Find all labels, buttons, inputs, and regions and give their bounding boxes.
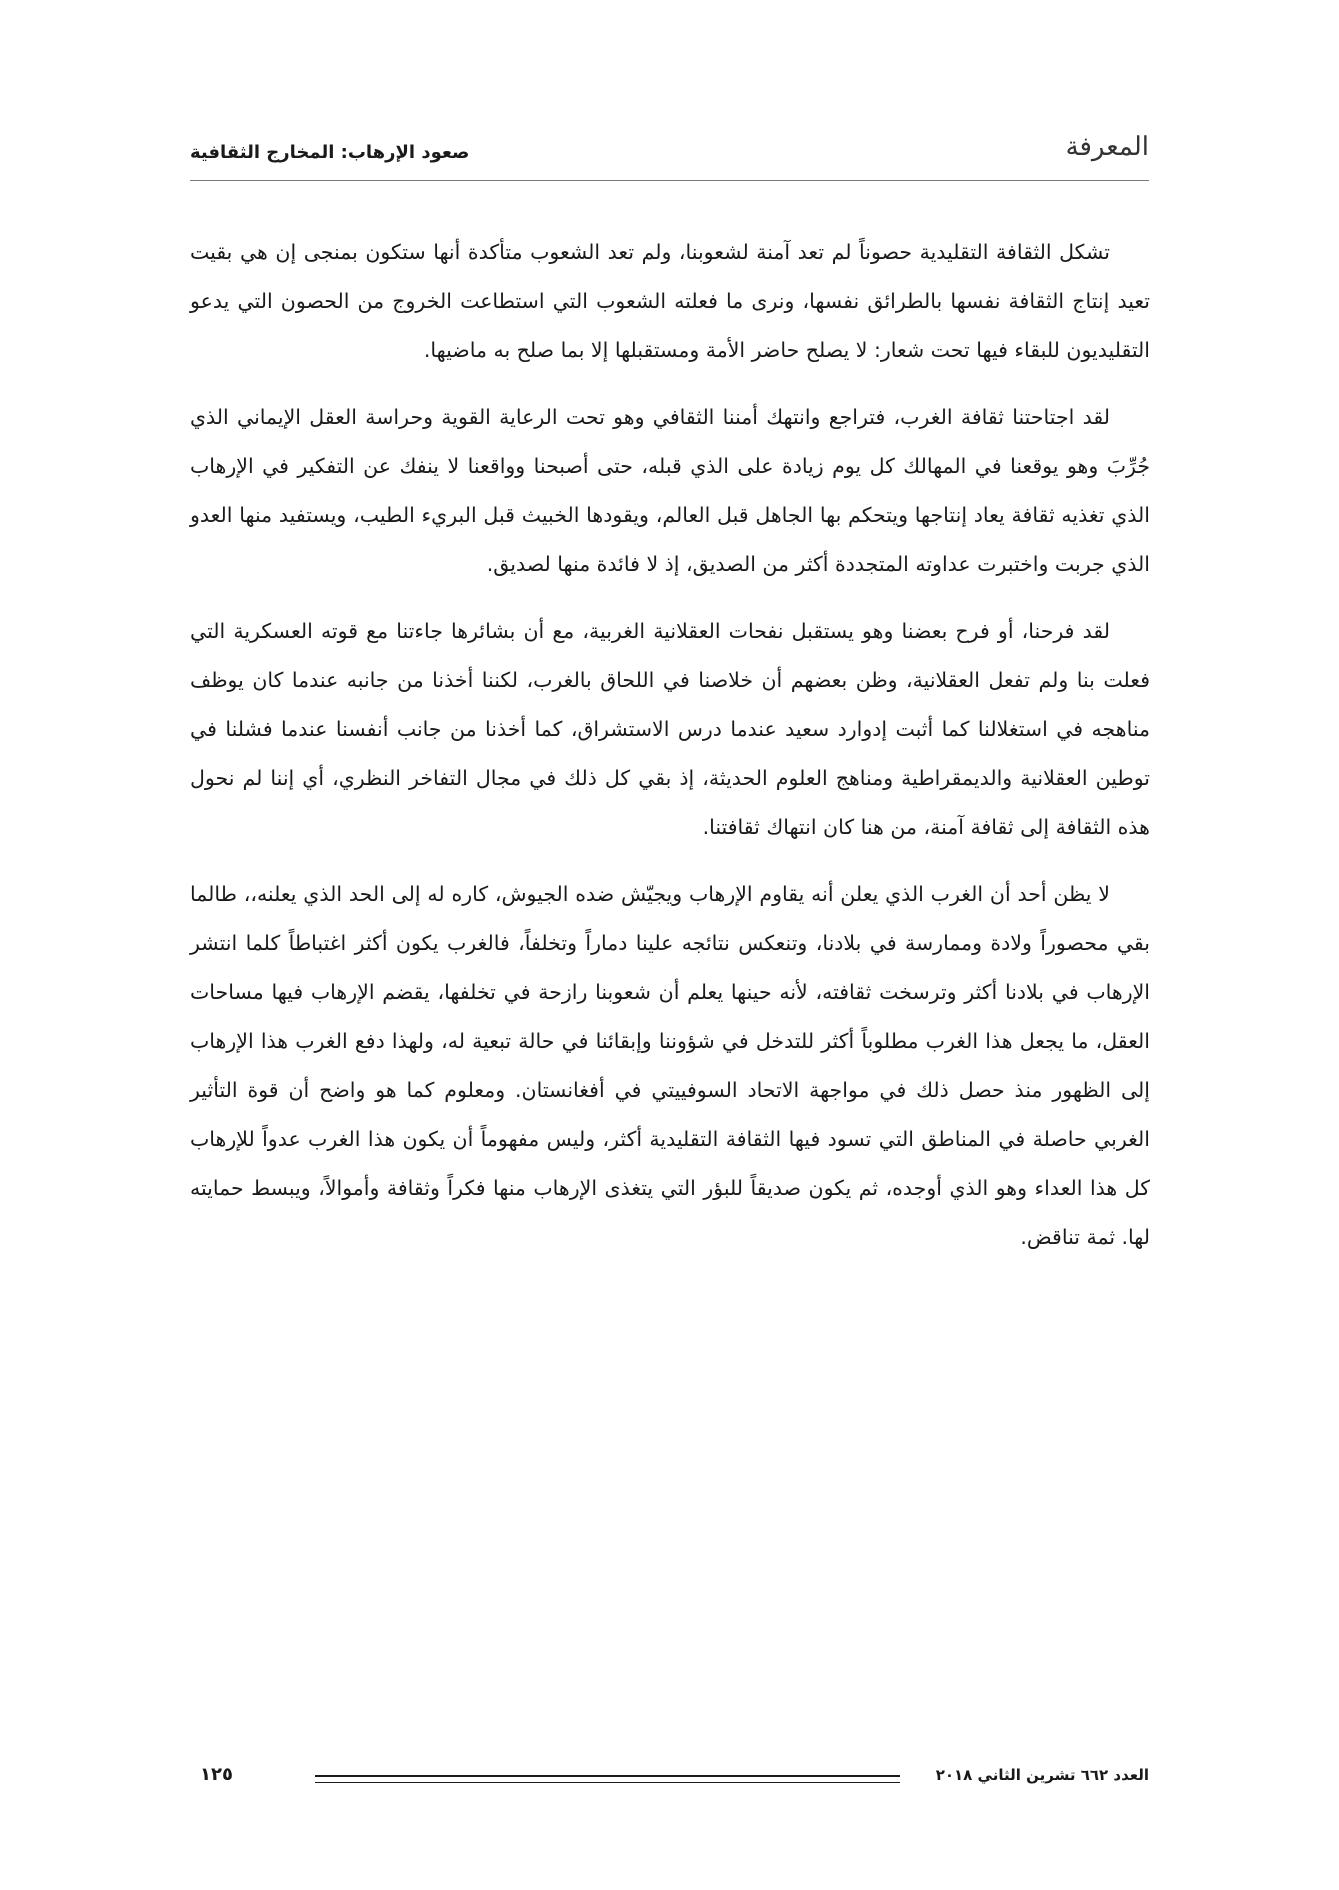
- page-number: ١٢٥: [200, 1764, 233, 1785]
- paragraph-1: تشكل الثقافة التقليدية حصوناً لم تعد آمنة لشعوبنا، ولم تعد الشعوب متأكدة أنها ستكون بمنجى إن هي بقيت تعيد إنتاج الثقافة نفسها بالطرائق نفسها، ونرى ما فعلته الشعوب التي استطاعت الخروج من الحصون التي يدعو التقليديون للبقاء فيها تحت شعار: لا يصلح حاضر الأمة ومستقبلها إلا بما صلح به ماضيها.: [190, 240, 1150, 362]
- article-body: [190, 228, 1150, 1280]
- header-divider: [190, 180, 1149, 181]
- page-header: [190, 132, 1149, 172]
- running-title: صعود الإرهاب: المخارج الثقافية: [190, 142, 470, 163]
- paragraph-4: لا يظن أحد أن الغرب الذي يعلن أنه يقاوم الإرهاب ويجيّش ضده الجيوش، كاره له إلى الحد الذي يعلنه،، طالما بقي محصوراً ولادة وممارسة في بلادنا، وتنعكس نتائجه علينا دماراً وتخلفاً، فالغرب يكون أكثر اغتباطاً كلما انتشر الإرهاب في بلادنا أكثر وترسخت ثقافته، لأنه حينها يعلم أن شعوبنا رازحة في تخلفها، يقضم الإرهاب فيها مساحات العقل، ما يجعل هذا الغرب مطلوباً أكثر للتدخل في شؤوننا وإبقائنا في حالة تبعية له، ولهذا دفع الغرب هذا الإرهاب إلى الظهور منذ حصل ذلك في مواجهة الاتحاد السوفييتي في أفغانستان. ومعلوم كما هو واضح أن قوة التأثير الغربي حاصلة في المناطق التي تسود فيها الثقافة التقليدية أكثر، وليس مفهوماً أن يكون هذا الغرب عدواً للإرهاب كل هذا العداء وهو الذي أوجده، ثم يكون صديقاً للبؤر التي يتغذى الإرهاب منها فكراً وثقافة وأموالاً، ويبسط حمايته لها. ثمة تناقض.: [190, 882, 1150, 1249]
- page-footer: [190, 1764, 1149, 1794]
- footer-divider: [315, 1775, 900, 1783]
- issue-info: العدد ٦٦٢ تشرين الثاني ٢٠١٨: [935, 1766, 1149, 1784]
- magazine-logo: المعرفة: [1065, 132, 1149, 162]
- paragraph-2: لقد اجتاحتنا ثقافة الغرب، فتراجع وانتهك أمننا الثقافي وهو تحت الرعاية القوية وحراسة العقل الإيماني الذي جُرِّبَ وهو يوقعنا في المهالك كل يوم زيادة على الذي قبله، حتى أصبحنا وواقعنا لا ينفك عن التفكير في الإرهاب الذي تغذيه ثقافة يعاد إنتاجها ويتحكم بها الجاهل قبل العالم، ويقودها الخبيث قبل البريء الطيب، ويستفيد منها العدو الذي جربت واختبرت عداوته المتجددة أكثر من الصديق، إذ لا فائدة منها لصديق.: [190, 405, 1150, 576]
- paragraph-3: لقد فرحنا، أو فرح بعضنا وهو يستقبل نفحات العقلانية الغربية، مع أن بشائرها جاءتنا مع قوته العسكرية التي فعلت بنا ولم تفعل العقلانية، وظن بعضهم أن خلاصنا في اللحاق بالغرب، لكننا أخذنا من جانبه عندما كان يوظف مناهجه في استغلالنا كما أثبت إدوارد سعيد عندما درس الاستشراق، كما أخذنا من جانب أنفسنا عندما فشلنا في توطين العقلانية والديمقراطية ومناهج العلوم الحديثة، إذ بقي كل ذلك في مجال التفاخر النظري، أي إننا لم نحول هذه الثقافة إلى ثقافة آمنة، من هنا كان انتهاك ثقافتنا.: [190, 619, 1150, 839]
